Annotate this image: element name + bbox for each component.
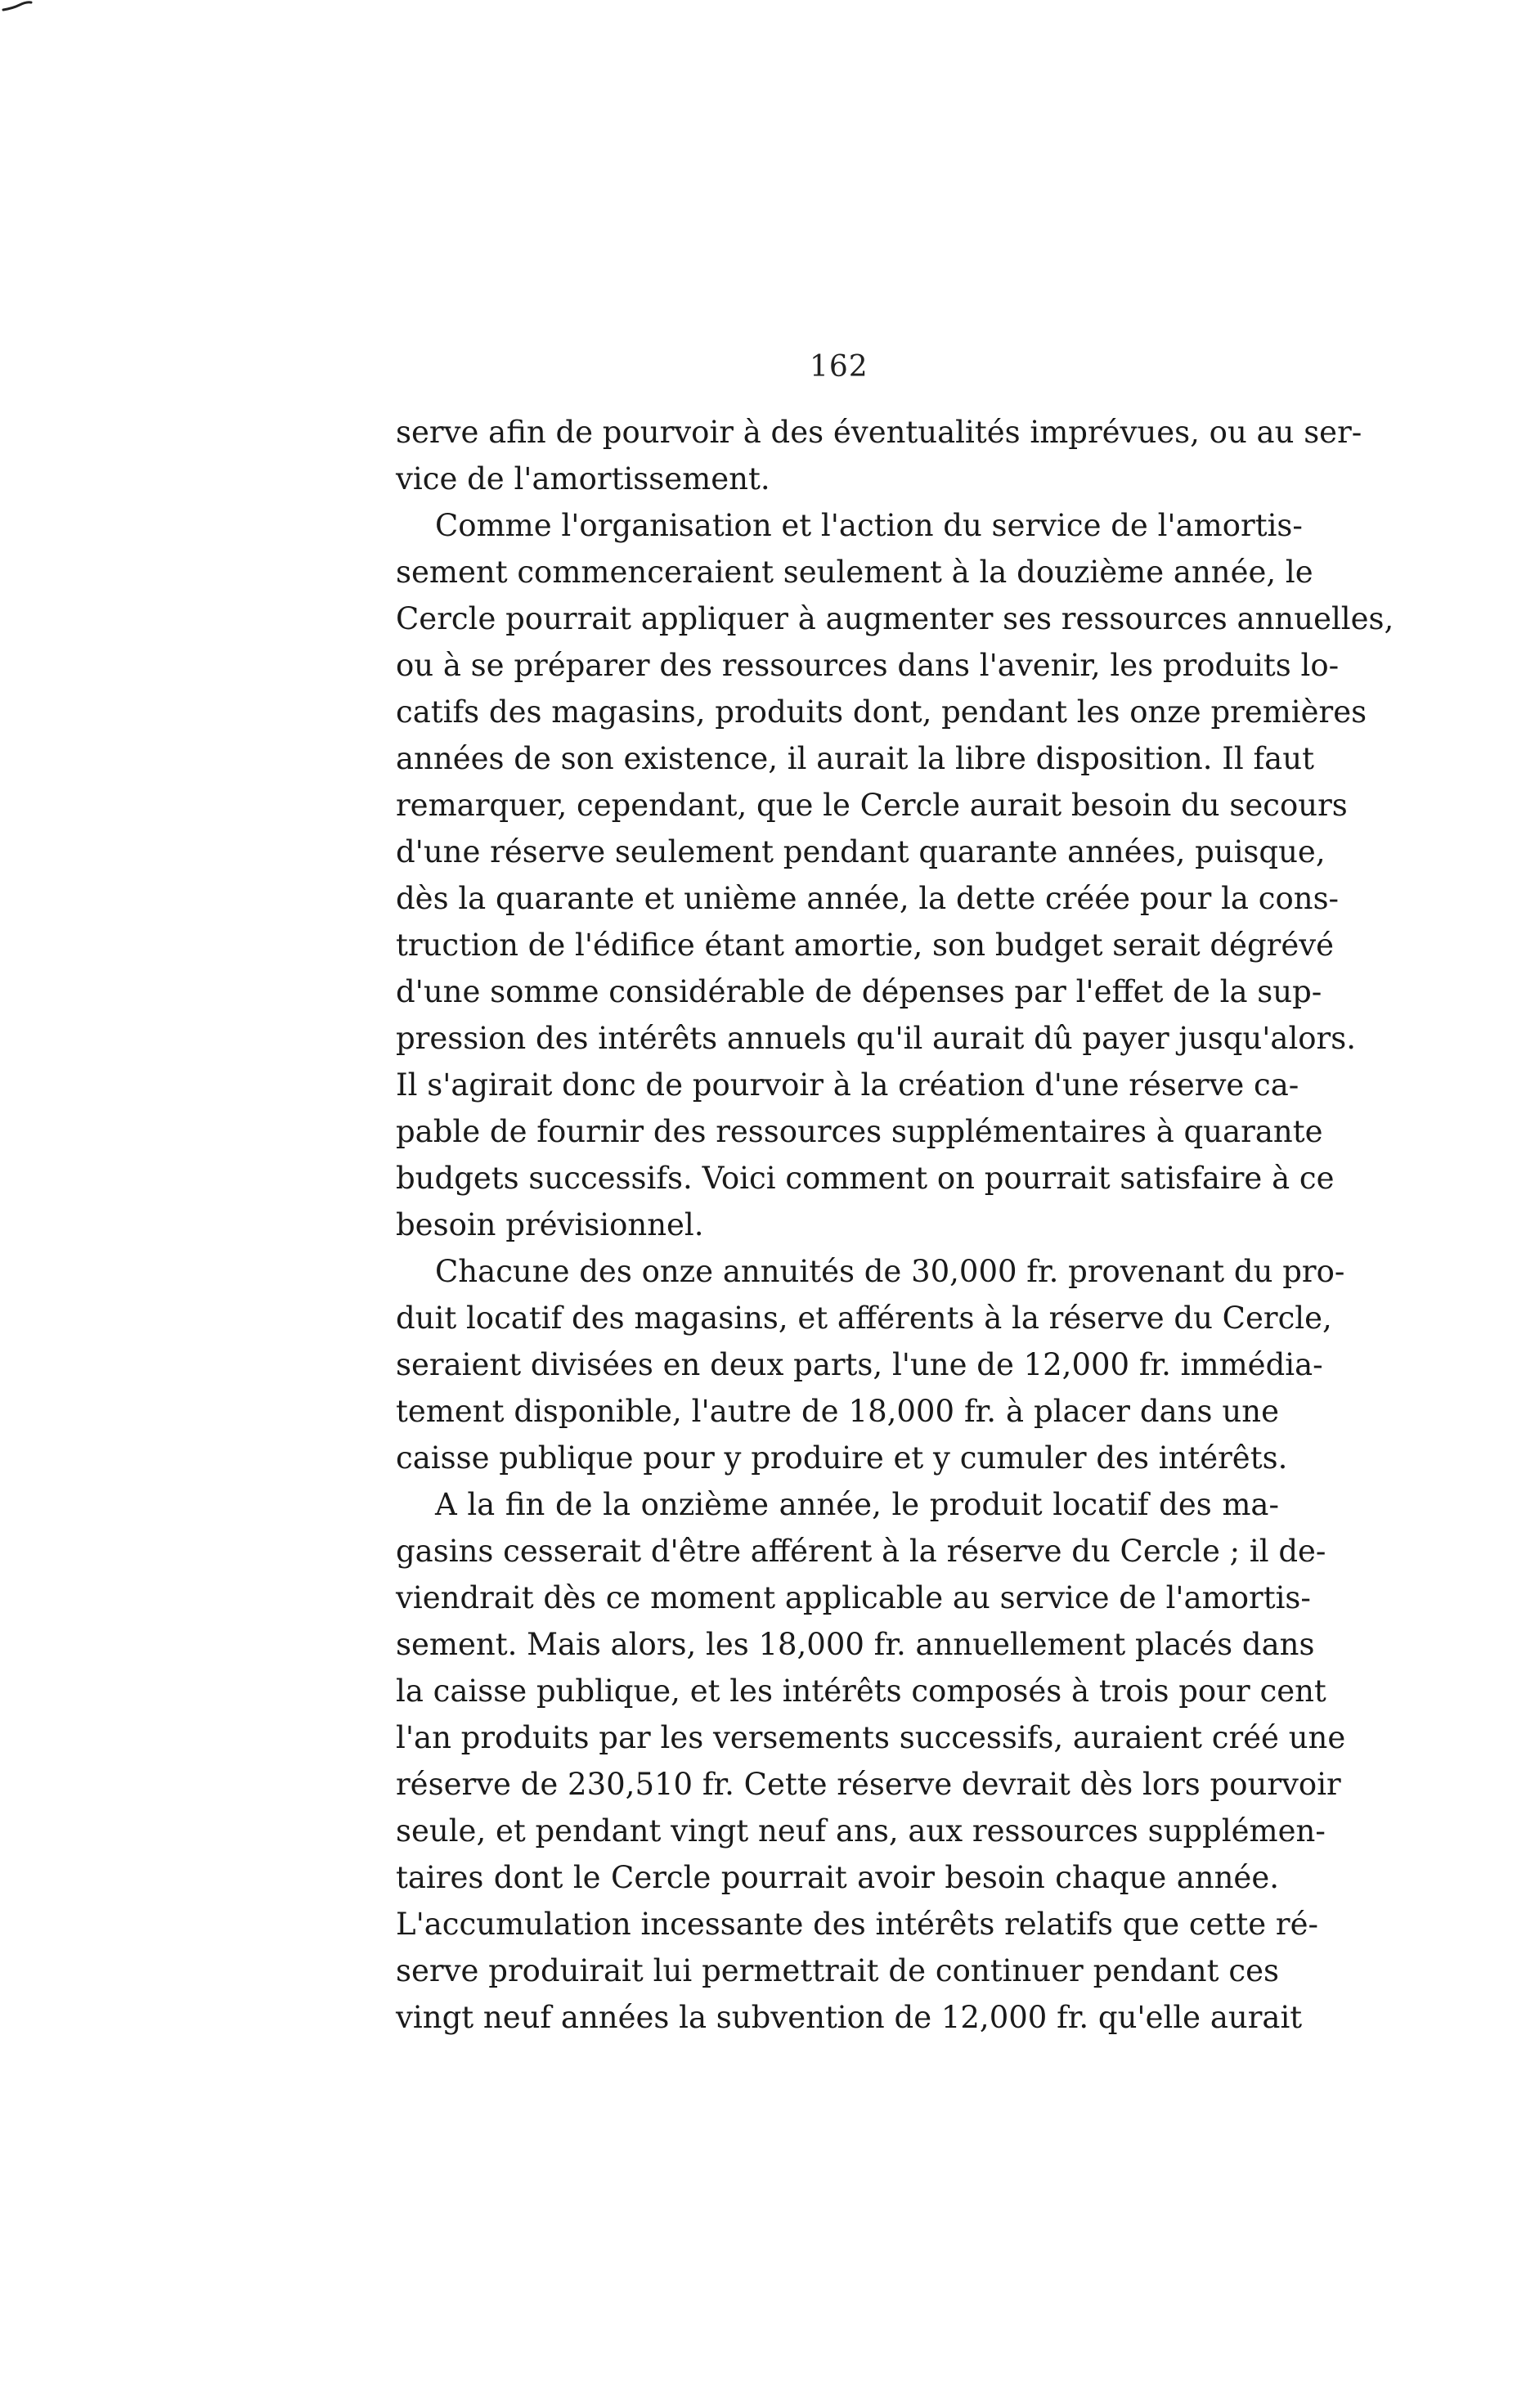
text-line: seule, et pendant vingt neuf ans, aux ressources supplémen-: [396, 1813, 1326, 1849]
text-line: remarquer, cependant, que le Cercle aurait besoin du secours: [396, 788, 1348, 823]
text-line: L'accumulation incessante des intérêts relatifs que cette ré-: [396, 1907, 1318, 1942]
paragraph: [396, 1248, 1345, 1481]
ink-mark-icon: [2, 0, 34, 13]
text-line: serve afin de pourvoir à des éventualités imprévues, ou au ser-: [396, 415, 1362, 450]
body-text: [396, 409, 1394, 2041]
text-line: sement commenceraient seulement à la douzième année, le: [396, 555, 1313, 590]
text-line: Comme l'organisation et l'action du service de l'amortis-: [435, 508, 1303, 543]
text-line: vice de l'amortissement.: [396, 461, 770, 496]
text-line: tement disponible, l'autre de 18,000 fr. à placer dans une: [396, 1394, 1279, 1429]
text-line: duit locatif des magasins, et afférents à la réserve du Cercle,: [396, 1301, 1332, 1336]
text-line: catifs des magasins, produits dont, pendant les onze premières: [396, 694, 1367, 730]
text-line: viendrait dès ce moment applicable au service de l'amortis-: [396, 1580, 1311, 1615]
text-line: taires dont le Cercle pourrait avoir besoin chaque année.: [396, 1860, 1279, 1895]
text-line: d'une somme considérable de dépenses par l'effet de la sup-: [396, 974, 1322, 1009]
text-line: ou à se préparer des ressources dans l'avenir, les produits lo-: [396, 648, 1340, 683]
text-line: Chacune des onze annuités de 30,000 fr. provenant du pro-: [435, 1254, 1345, 1289]
paragraph: [396, 409, 1362, 502]
text-line: gasins cesserait d'être afférent à la réserve du Cercle ; il de-: [396, 1534, 1326, 1569]
text-line: budgets successifs. Voici comment on pourrait satisfaire à ce: [396, 1161, 1335, 1196]
text-line: Cercle pourrait appliquer à augmenter ses ressources annuelles,: [396, 601, 1394, 636]
text-line: la caisse publique, et les intérêts composés à trois pour cent: [396, 1673, 1326, 1709]
text-line: besoin prévisionnel.: [396, 1207, 704, 1242]
text-line: années de son existence, il aurait la libre disposition. Il faut: [396, 741, 1314, 776]
paragraph: [396, 502, 1394, 1248]
text-line: pable de fournir des ressources supplémentaires à quarante: [396, 1114, 1323, 1149]
text-line: truction de l'édifice étant amortie, son budget serait dégrévé: [396, 928, 1335, 963]
text-line: d'une réserve seulement pendant quarante années, puisque,: [396, 834, 1326, 869]
text-line: A la fin de la onzième année, le produit locatif des ma-: [435, 1487, 1279, 1522]
text-line: dès la quarante et unième année, la dette créée pour la cons-: [396, 881, 1340, 916]
text-line: seraient divisées en deux parts, l'une de 12,000 fr. immédia-: [396, 1347, 1323, 1382]
text-line: pression des intérêts annuels qu'il aurait dû payer jusqu'alors.: [396, 1021, 1356, 1056]
text-line: Il s'agirait donc de pourvoir à la création d'une réserve ca-: [396, 1067, 1299, 1103]
text-line: l'an produits par les versements successifs, auraient créé une: [396, 1720, 1346, 1755]
page-number: 162: [810, 350, 868, 384]
text-line: serve produirait lui permettrait de continuer pendant ces: [396, 1953, 1279, 1988]
paragraph: [396, 1481, 1346, 2041]
text-line: caisse publique pour y produire et y cumuler des intérêts.: [396, 1440, 1288, 1476]
text-line: vingt neuf années la subvention de 12,000 fr. qu'elle aurait: [396, 2000, 1303, 2035]
text-line: réserve de 230,510 fr. Cette réserve devrait dès lors pourvoir: [396, 1767, 1341, 1802]
text-line: sement. Mais alors, les 18,000 fr. annuellement placés dans: [396, 1627, 1315, 1662]
